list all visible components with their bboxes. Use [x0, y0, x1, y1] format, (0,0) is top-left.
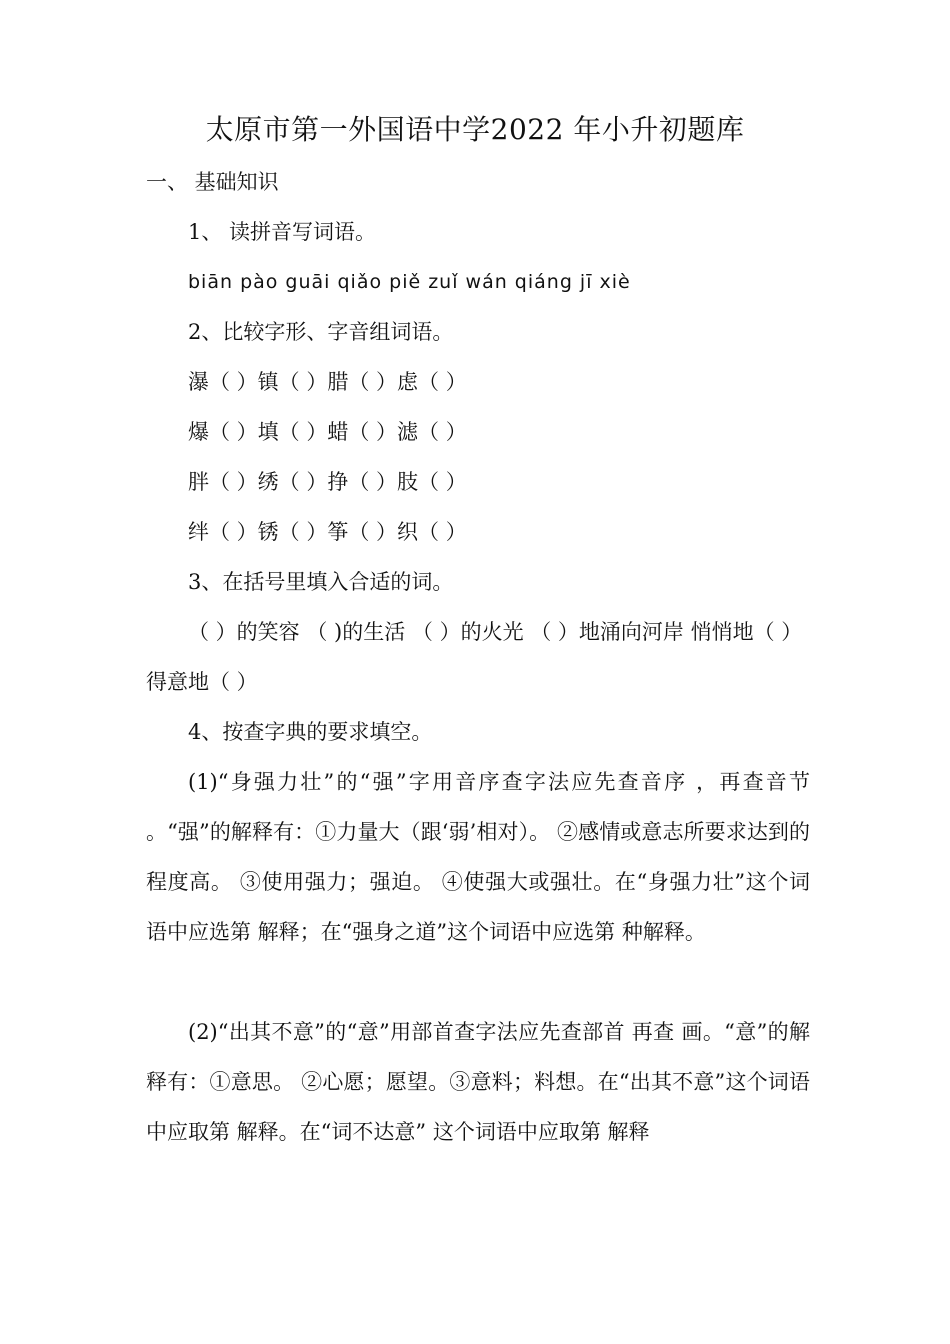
- question-2-row: 绊（ ）锈（ ）筝（ ）织（ ）: [188, 520, 467, 544]
- question-2-row: 胖（ ）绣（ ）挣（ ）肢（ ）: [188, 470, 467, 494]
- question-2-row: 爆（ ）填（ ）蜡（ ）滤（ ）: [188, 420, 467, 444]
- question-4-part-2: (2)“出其不意”的“意”用部首查字法应先查部首 再查 画。“意”的解释有：①意思。 ②心愿；愿望。③意料；料想。在“出其不意”这个词语中应取第 解释。在“词不达意” 这个词语中应取第 解释: [146, 1020, 810, 1144]
- question-3-blanks-continued: 得意地（ ）: [146, 670, 258, 694]
- question-3-blanks: （ ）的笑容 （ )的生活 （ ）的火光 （ ）地涌向河岸 悄悄地（ ）: [188, 620, 803, 644]
- section-heading-basic-knowledge: 一、 基础知识: [146, 170, 279, 194]
- question-4-label: 4、按查字典的要求填空。: [188, 720, 433, 744]
- question-1-label: 1、 读拼音写词语。: [188, 220, 377, 244]
- question-2-row: 瀑（ ）镇（ ）腊（ ）虑（ ）: [188, 370, 467, 394]
- page-title: 太原市第一外国语中学2022 年小升初题库: [205, 113, 745, 146]
- question-3-label: 3、在括号里填入合适的词。: [188, 570, 454, 594]
- question-4-part-1: (1)“身强力壮”的“强”字用音序查字法应先查音序 ，再查音节 。“强”的解释有：①力量大（跟‘弱’相对）。 ②感情或意志所要求达到的程度高。 ③使用强力；强迫。 ④使强大或强壮。在“身强力壮”这个词语中应选第 解释；在“强身之道”这个词语中应选第 种解释。: [146, 770, 810, 944]
- question-2-label: 2、比较字形、字音组词语。: [188, 320, 454, 344]
- question-1-pinyin: biān pào guāi qiǎo piě zuǐ wán qiáng jī xiè: [188, 271, 631, 293]
